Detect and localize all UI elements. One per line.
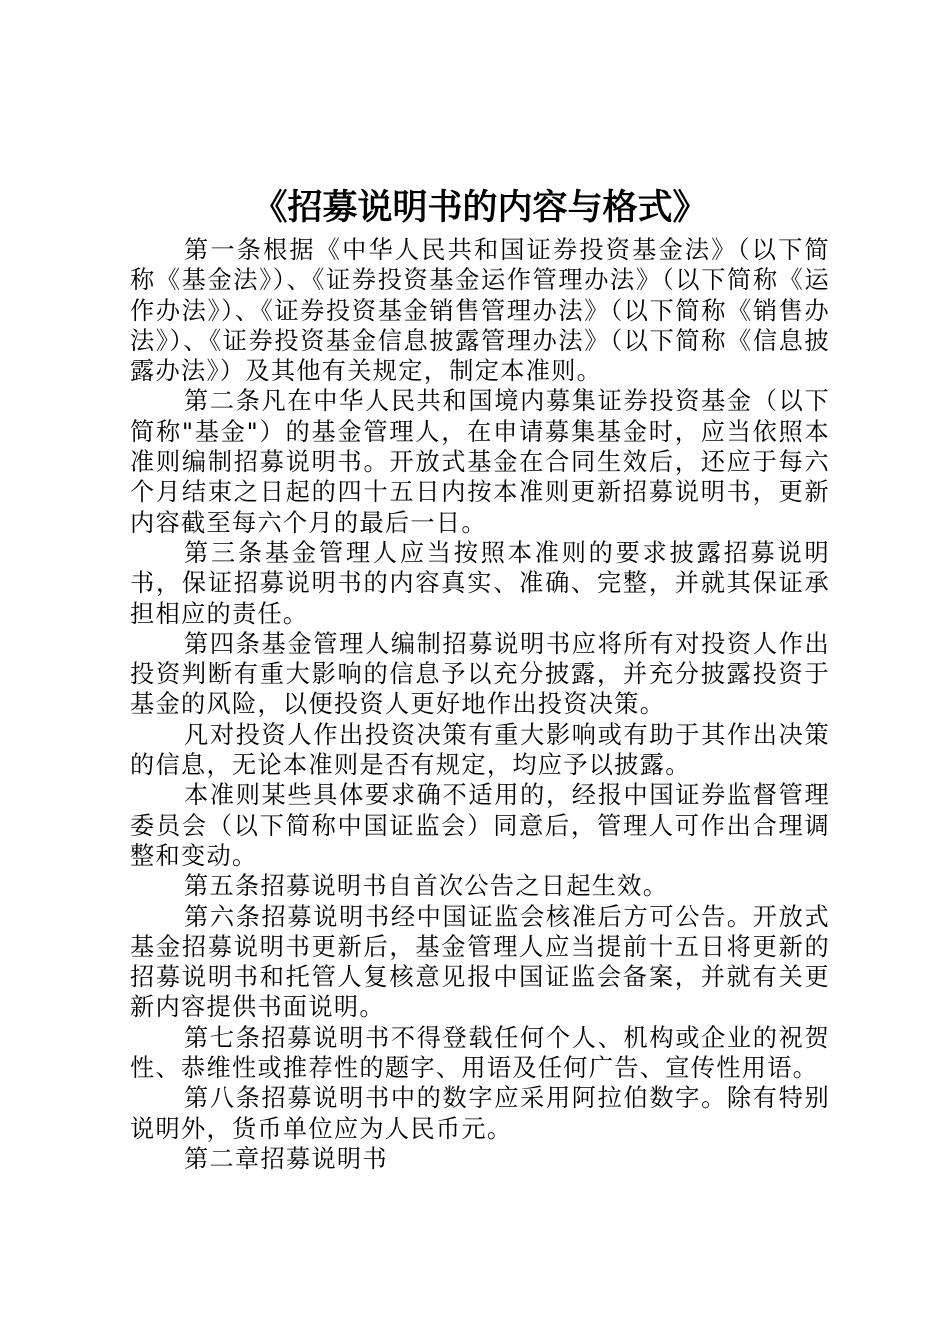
paragraph-article-8: 第八条招募说明书中的数字应采用阿拉伯数字。除有特别说明外，货币单位应为人民币元。 [130, 1084, 830, 1143]
paragraph-article-4-exception: 本准则某些具体要求确不适用的，经报中国证券监督管理委员会（以下简称中国证监会）同意后，管理人可作出合理调整和变动。 [130, 781, 830, 870]
paragraph-article-1: 第一条根据《中华人民共和国证券投资基金法》（以下简称《基金法》）、《证券投资基金运作管理办法》（以下简称《运作办法》）、《证券投资基金销售管理办法》（以下简称《销售办法》）、《证券投资基金信息披露管理办法》（以下简称《信息披露办法》）及其他有关规定，制定本准则。 [130, 236, 830, 386]
paragraph-article-2: 第二条凡在中华人民共和国境内募集证券投资基金（以下简称"基金"）的基金管理人，在申请募集基金时，应当依照本准则编制招募说明书。开放式基金在合同生效后，还应于每六个月结束之日起的四十五日内按本准则更新招募说明书，更新内容截至每六个月的最后一日。 [130, 387, 830, 537]
document-title: 《招募说明书的内容与格式》 [252, 187, 708, 228]
paragraph-article-4-supplement: 凡对投资人作出投资决策有重大影响或有助于其作出决策的信息，无论本准则是否有规定，均应予以披露。 [130, 720, 830, 780]
paragraph-article-3: 第三条基金管理人应当按照本准则的要求披露招募说明书，保证招募说明书的内容真实、准确、完整，并就其保证承担相应的责任。 [130, 538, 830, 628]
paragraph-article-6: 第六条招募说明书经中国证监会核准后方可公告。开放式基金招募说明书更新后，基金管理人应当提前十五日将更新的招募说明书和托管人复核意见报中国证监会备案，并就有关更新内容提供书面说明。 [130, 902, 830, 1022]
paragraph-article-7: 第七条招募说明书不得登载任何个人、机构或企业的祝贺性、恭维性或推荐性的题字、用语及任何广告、宣传性用语。 [130, 1023, 830, 1083]
chapter-heading: 第二章招募说明书 [184, 1144, 388, 1173]
document-body [130, 235, 830, 1174]
paragraph-article-4: 第四条基金管理人编制招募说明书应将所有对投资人作出投资判断有重大影响的信息予以充分披露，并充分披露投资于基金的风险，以便投资人更好地作出投资决策。 [130, 629, 830, 719]
paragraph-article-5: 第五条招募说明书自首次公告之日起生效。 [184, 872, 669, 901]
